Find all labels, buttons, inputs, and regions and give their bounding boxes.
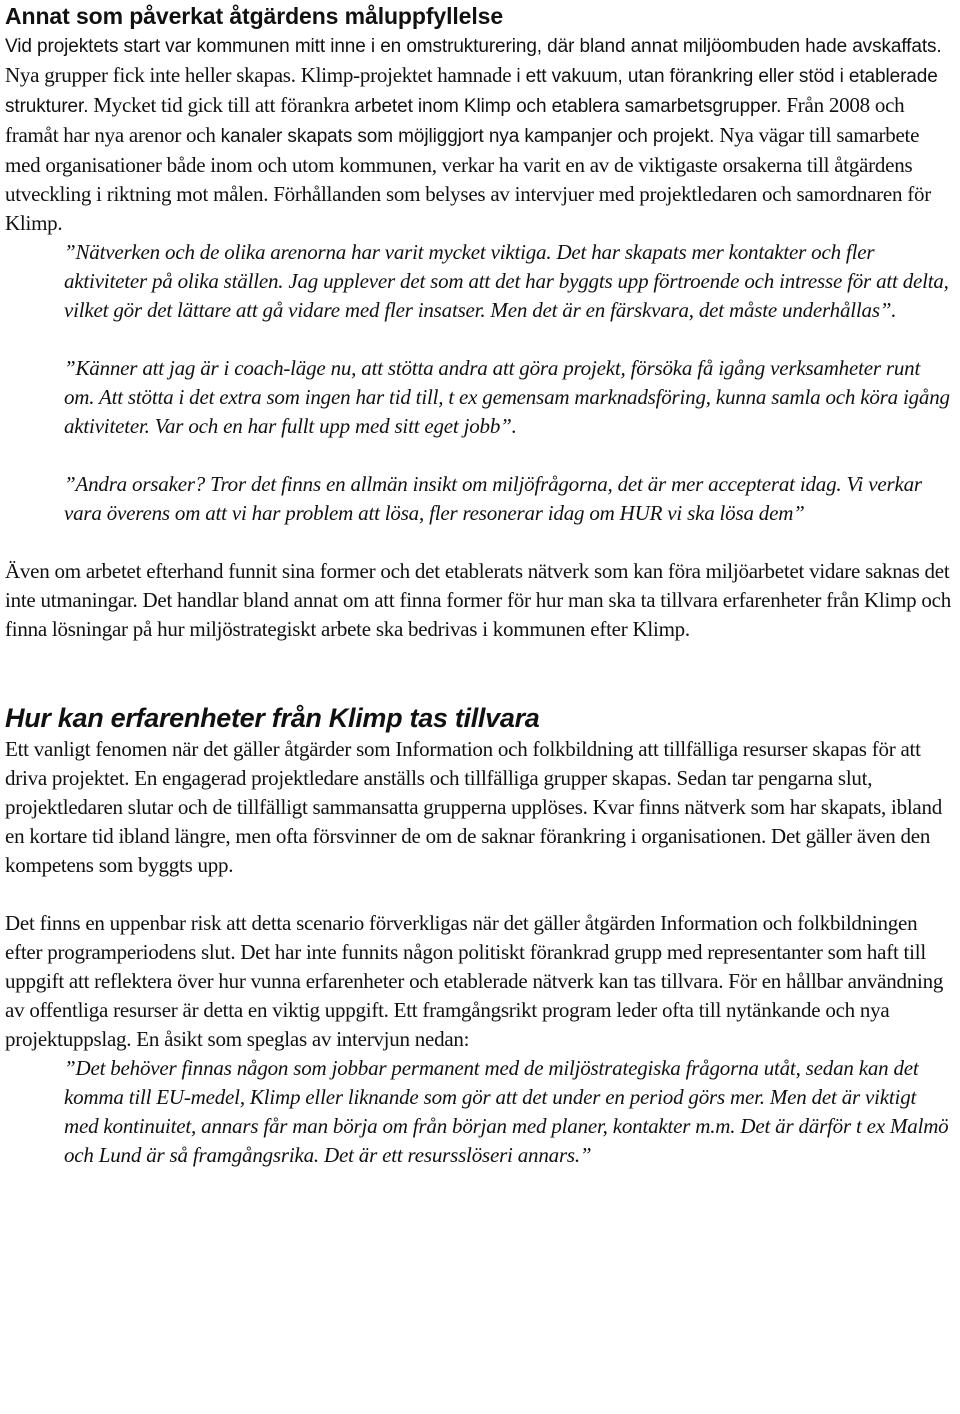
body-paragraph-fenomen: Ett vanligt fenomen när det gäller åtgärder som Information och folkbildning att tillfälliga resurser skapas för att driva projektet. En engagerad projektledare anställs och tillfälliga grupper skapas. Sedan tar pengarna slut, projektledaren slutar och de tillfälligt sammansatta grupperna upplöses. Kvar finns nätverk som har skapats, ibland en kortare tid ibland längre, men ofta försvinner de om de saknar förankring i organisationen. Det gäller även den kompetens som byggts upp. — [5, 737, 942, 877]
section-heading-annat: Annat som påverkat åtgärdens måluppfyllelse — [5, 3, 504, 29]
interview-quote-andra-orsaker: ”Andra orsaker? Tror det finns en allmän insikt om miljöfrågorna, det är mer accepterat idag. Vi verkar vara överens om att vi har problem att lösa, fler resonerar idag om HUR vi ska lösa dem” — [64, 472, 922, 525]
section-heading-erfarenheter: Hur kan erfarenheter från Klimp tas tillvara — [5, 703, 540, 733]
paragraph-text-sans: i ett vakuum, utan förankring eller stöd i etablerade strukturer. — [5, 66, 938, 117]
paragraph-text: Mycket tid gick till att förankra — [88, 93, 355, 117]
body-paragraph-start — [5, 31, 955, 238]
interview-quote-permanent: ”Det behöver finnas någon som jobbar permanent med de miljöstrategiska frågorna utåt, sedan kan det komma till EU-medel, Klimp eller liknande som gör att det under en period görs mer. Men det är viktigt med kontinuitet, annars får man börja om från början med planer, kontakter m.m. Det är därför t ex Malmö och Lund är så framgångsrika. Det är ett resursslöseri annars.” — [64, 1056, 949, 1167]
body-paragraph-utmaningar: Även om arbetet efterhand funnit sina former och det etablerats nätverk som kan föra miljöarbetet vidare saknas det inte utmaningar. Det handlar bland annat om att finna former för hur man ska ta tillvara erfarenheter från Klimp och finna lösningar på hur miljöstrategiskt arbete ska bedrivas i kommunen efter Klimp. — [5, 559, 951, 641]
paragraph-text: Nya vägar till samarbete med organisationer både inom och utom kommunen, verkar ha varit en av de viktigaste orsakerna till åtgärdens utveckling i riktning mot målen. Förhållanden som belyses av intervjuer med projektledaren och samordnaren för Klimp. — [5, 123, 931, 235]
paragraph-text-sans: arbetet inom Klimp och etablera samarbetsgrupper. — [354, 96, 782, 117]
interview-quote-coach: ”Känner att jag är i coach-läge nu, att stötta andra att göra projekt, försöka få igång verksamheter runt om. Att stötta i det extra som ingen har tid till, t ex gemensam marknadsföring, kunna samla och köra igång aktiviteter. Var och en har fullt upp med sitt eget jobb”. — [64, 356, 950, 438]
paragraph-text-sans: Vid projektets start var kommunen mitt inne i en omstrukturering, där bland annat miljöombuden hade avskaffats. — [5, 36, 942, 57]
body-paragraph-risk: Det finns en uppenbar risk att detta scenario förverkligas när det gäller åtgärden Information och folkbildningen efter programperiodens slut. Det har inte funnits någon politiskt förankrad grupp med representanter som haft till uppgift att reflektera över hur vunna erfarenheter och etablerade nätverk kan tas tillvara. För en hållbar användning av offentliga resurser är detta en viktig uppgift. Ett framgångsrikt program leder ofta till nytänkande och nya projektuppslag. En åsikt som speglas av intervjun nedan: — [5, 911, 944, 1051]
paragraph-text: Från 2008 och framåt har nya arenor och — [5, 93, 905, 147]
interview-quote-natverken: ”Nätverken och de olika arenorna har varit mycket viktiga. Det har skapats mer kontakter och fler aktiviteter på olika ställen. Jag upplever det som att det har byggts upp förtroende och intresse för att delta, vilket gör det lättare att gå vidare med fler insatser. Men det är en färskvara, det måste underhållas”. — [64, 240, 949, 322]
paragraph-text-sans: kanaler skapats som möjliggjort nya kampanjer och projekt. — [220, 126, 715, 147]
paragraph-text: Nya grupper fick inte heller skapas. Klimp-projektet hamnade — [5, 63, 517, 87]
document-page — [5, 0, 955, 1170]
